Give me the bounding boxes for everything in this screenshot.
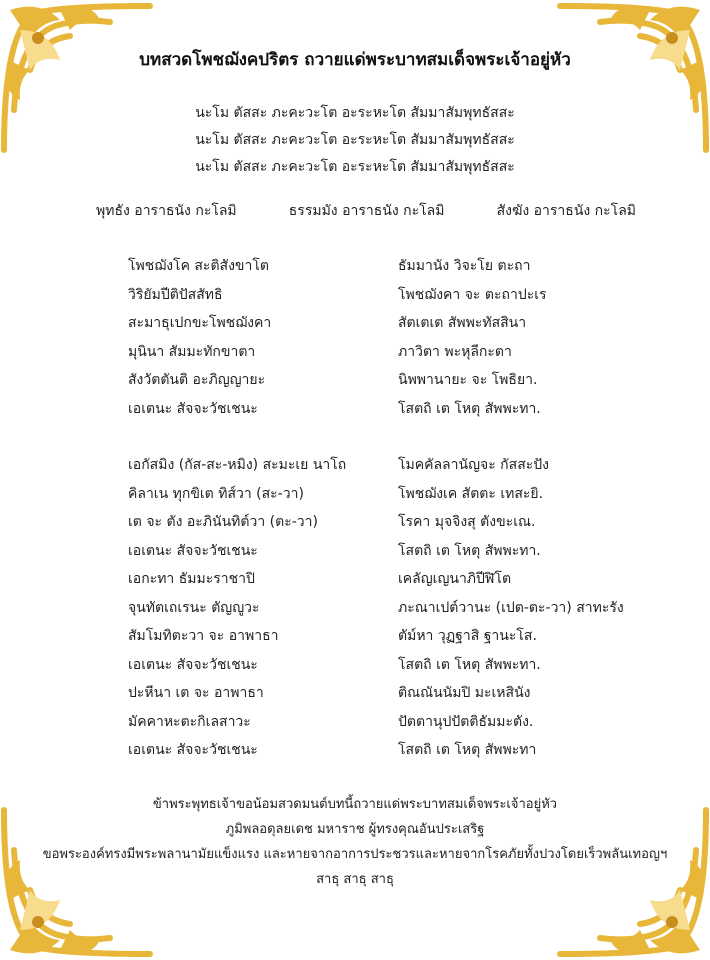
verse-right: สัตเตเต สัพพะทัสสินา xyxy=(398,315,527,332)
verse-right: โมคคัลลานัญจะ กัสสะปัง xyxy=(398,457,549,474)
verse-left: มุนินา สัมมะทักขาตา xyxy=(128,343,256,360)
refuge-sangha: สังฆัง อาราธนัง กะโลมิ xyxy=(496,203,636,219)
verse-right: ภะณาเปต์วานะ (เปต-ตะ-วา) สาทะรัง xyxy=(398,599,624,616)
verse-row xyxy=(128,622,668,651)
verse-row xyxy=(128,480,668,509)
verse-right: โพชฌังเค สัตตะ เทสะยิ. xyxy=(398,485,544,502)
verse-row xyxy=(128,651,668,680)
verse-row xyxy=(128,679,668,708)
verse-row xyxy=(128,451,668,480)
verse-row xyxy=(128,708,668,737)
namo-block xyxy=(0,100,710,181)
verse-right: ตัม์หา วุฏฐาสิ ฐานะโส. xyxy=(398,628,537,645)
verse-row xyxy=(128,338,668,367)
verse-right: โสตถิ เต โหตุ สัพพะทา. xyxy=(398,656,541,673)
verse-right: ธัมมานัง วิจะโย ตะถา xyxy=(398,258,531,275)
verse-row xyxy=(128,508,668,537)
verse-row xyxy=(128,594,668,623)
verse-row xyxy=(128,537,668,566)
verse-right: โสตถิ เต โหตุ สัพพะทา xyxy=(398,742,537,759)
verse-right: โสตถิ เต โหตุ สัพพะทา. xyxy=(398,542,541,559)
namo-line: นะโม ตัสสะ ภะคะวะโต อะระหะโต สัมมาสัมพุทธัสสะ xyxy=(195,105,515,121)
namo-line: นะโม ตัสสะ ภะคะวะโต อะระหะโต สัมมาสัมพุทธัสสะ xyxy=(195,132,515,148)
verse-left: สัมโมทิตะวา จะ อาพาธา xyxy=(128,628,279,645)
dedication-line: ขอพระองค์ทรงมีพระพลานามัยแข็งแรง และหายจากอาการประชวรและหายจากโรคภัยทั้งปวงโดยเร็วพลันเทอญฯ xyxy=(42,847,668,862)
refuge-line xyxy=(96,200,636,222)
verse-left: เอกะทา ธัมมะราชาปิ xyxy=(128,571,255,588)
verse-right: นิพพานายะ จะ โพธิยา. xyxy=(398,372,538,389)
verse-left: สังวัตตันติ อะภิญญายะ xyxy=(128,372,266,389)
verse-right: เคลัญเญนาภิปีฬิโต xyxy=(398,571,512,588)
verse-stanza-1 xyxy=(128,252,668,423)
dedication-block xyxy=(0,792,710,892)
verse-left: เต จะ ตัง อะภินันทิต์วา (ตะ-วา) xyxy=(128,514,318,531)
refuge-dhamma: ธรรมมัง อาราธนัง กะโลมิ xyxy=(288,203,445,219)
verse-right: โสตถิ เต โหตุ สัพพะทา. xyxy=(398,400,541,417)
verse-row xyxy=(128,395,668,424)
verse-row xyxy=(128,736,668,765)
dedication-line: ภูมิพลอดุลยเดช มหาราช ผู้ทรงคุณอันประเสริฐ xyxy=(225,822,485,837)
verse-right: โรคา มุจจิงสุ ตังขะเณ. xyxy=(398,514,536,531)
verse-left: เอเตนะ สัจจะวัชเชนะ xyxy=(128,656,258,673)
document-title: บทสวดโพชฌังคปริตร ถวายแด่พระบาทสมเด็จพระเจ้าอยู่หัว xyxy=(139,50,571,70)
verse-right: ปัตตานุปปัตติธัมมะตัง. xyxy=(398,713,534,730)
refuge-buddha: พุทธัง อาราธนัง กะโลมิ xyxy=(96,203,237,219)
verse-left: เอเตนะ สัจจะวัชเชนะ xyxy=(128,742,258,759)
verse-left: จุนทัตเถเรนะ ตัญญูวะ xyxy=(128,599,260,616)
verse-left: มัคคาหะตะกิเลสาวะ xyxy=(128,713,251,730)
verse-right: โพชฌังคา จะ ตะถาปะเร xyxy=(398,286,547,303)
verse-right: ภาวิตา พะหุลีกะตา xyxy=(398,343,512,360)
verse-right: ติณณันนัมปิ มะเหสินัง xyxy=(398,685,531,702)
verse-left: โพชฌังโค สะติสังขาโต xyxy=(128,258,269,275)
verse-row xyxy=(128,309,668,338)
verse-left: วิริยัมปีติปัสสัทธิ xyxy=(128,286,223,303)
verse-row xyxy=(128,366,668,395)
verse-stanza-2 xyxy=(128,451,668,765)
verse-left: เอเตนะ สัจจะวัชเชนะ xyxy=(128,542,258,559)
verse-left: ปะหีนา เต จะ อาพาธา xyxy=(128,685,264,702)
verse-left: สะมาธุเปกขะโพชฌังคา xyxy=(128,315,272,332)
verse-left: คิลาเน ทุกขิเต ทิส์วา (สะ-วา) xyxy=(128,485,304,502)
dedication-line: ข้าพระพุทธเจ้าขอน้อมสวดมนต์บทนี้ถวายแด่พระบาทสมเด็จพระเจ้าอยู่หัว xyxy=(152,797,558,812)
verse-row xyxy=(128,281,668,310)
verse-row xyxy=(128,565,668,594)
namo-line: นะโม ตัสสะ ภะคะวะโต อะระหะโต สัมมาสัมพุทธัสสะ xyxy=(195,159,515,175)
verse-left: เอเตนะ สัจจะวัชเชนะ xyxy=(128,400,258,417)
verse-left: เอกัสมิง (กัส-สะ-หมิง) สะมะเย นาโถ xyxy=(128,457,347,474)
verse-row xyxy=(128,252,668,281)
dedication-line: สาธุ สาธุ สาธุ xyxy=(316,872,394,887)
